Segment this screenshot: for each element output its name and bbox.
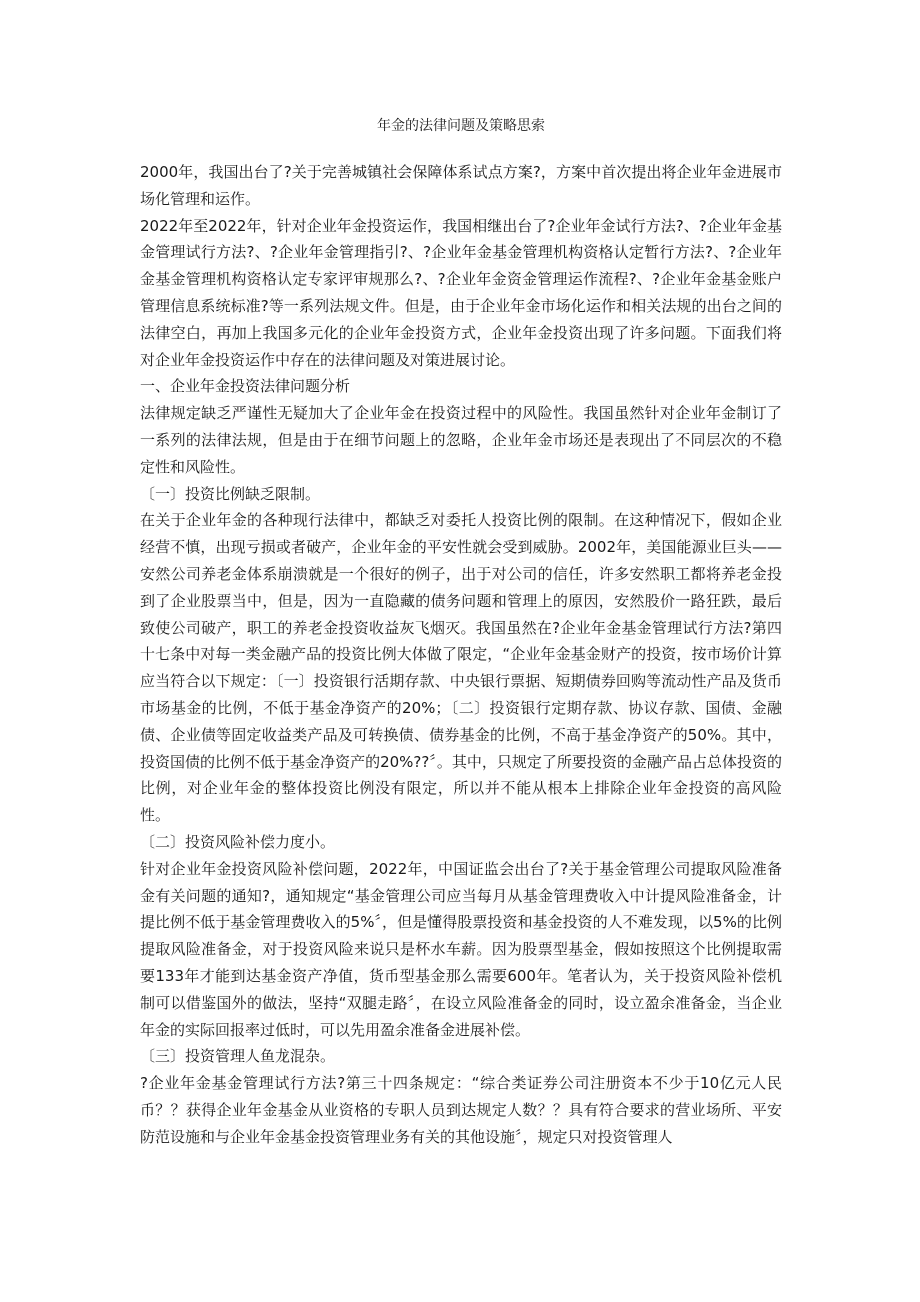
document-page	[140, 0, 782, 1150]
paragraph-compensation: 针对企业年金投资风险补偿问题，2022年，中国证监会出台了?关于基金管理公司提取风险准备金有关问题的通知?，通知规定“基金管理公司应当每月从基金管理费收入中计提风险准备金，计提比例不低于基金管理费收入的5%〞，但是懂得股票投资和基金投资的人不难发现，以5%的比例提取风险准备金，对于投资风险来说只是杯水车薪。因为股票型基金，假如按照这个比例提取需要133年才能到达基金资产净值，货币型基金那么需要600年。笔者认为，关于投资风险补偿机制可以借鉴国外的做法，坚持“双腿走路〞，在设立风险准备金的同时，设立盈余准备金，当企业年金的实际回报率过低时，可以先用盈余准备金进展补偿。	[140, 859, 782, 1039]
paragraph-ratio: 在关于企业年金的各种现行法律中，都缺乏对委托人投资比例的限制。在这种情况下，假如企业经营不慎，出现亏损或者破产，企业年金的平安性就会受到威胁。2002年，美国能源业巨头——安然公司养老金体系崩溃就是一个很好的例子，出于对公司的信任，许多安然职工都将养老金投到了企业股票当中，但是，因为一直隐藏的债务问题和管理上的原因，安然股价一路狂跌，最后致使公司破产，职工的养老金投资收益灰飞烟灭。我国虽然在?企业年金基金管理试行方法?第四十七条中对每一类金融产品的投资比例大体做了限定，“企业年金基金财产的投资，按市场价计算应当符合以下规定：〔一〕投资银行活期存款、中央银行票据、短期债券回购等流动性产品及货币市场基金的比例，不低于基金净资产的20%；〔二〕投资银行定期存款、协议存款、国债、金融债、企业债等固定收益类产品及可转换债、债券基金的比例，不高于基金净资产的50%。其中，投资国债的比例不低于基金净资产的20%??〞。其中，只规定了所要投资的金融产品占总体投资的比例，对企业年金的整体投资比例没有限定，所以并不能从根本上排除企业年金投资的高风险性。	[140, 511, 782, 825]
paragraph-regulations: 2022年至2022年，针对企业年金投资运作，我国相继出台了?企业年金试行方法?、?企业年金基金管理试行方法?、?企业年金管理指引?、?企业年金基金管理机构资格认定暂行方法?、?企业年金基金管理机构资格认定专家评审规那么?、?企业年金资金管理运作流程?、?企业年金基金账户管理信息系统标准?等一系列法规文件。但是，由于企业年金市场化运作和相关法规的出台之间的法律空白，再加上我国多元化的企业年金投资方式，企业年金投资出现了许多问题。下面我们将对企业年金投资运作中存在的法律问题及对策进展讨论。	[140, 216, 782, 369]
document-body	[140, 159, 782, 1150]
paragraph-intro: 2000年，我国出台了?关于完善城镇社会保障体系试点方案?，方案中首次提出将企业年金进展市场化管理和运作。	[140, 163, 782, 208]
subheading-compensation: 〔二〕投资风险补偿力度小。	[140, 832, 336, 851]
subheading-ratio: 〔一〕投资比例缺乏限制。	[140, 484, 321, 503]
section-heading-analysis: 一、企业年金投资法律问题分析	[140, 377, 351, 396]
paragraph-managers: ?企业年金基金管理试行方法?第三十四条规定：“综合类证券公司注册资本不少于10亿元人民币？？获得企业年金基金从业资格的专职人员到达规定人数？？具有符合要求的营业场所、平安防范设施和与企业年金基金投资管理业务有关的其他设施〞，规定只对投资管理人	[140, 1074, 782, 1146]
subheading-managers: 〔三〕投资管理人鱼龙混杂。	[140, 1047, 336, 1066]
paragraph-analysis: 法律规定缺乏严谨性无疑加大了企业年金在投资过程中的风险性。我国虽然针对企业年金制订了一系列的法律法规，但是由于在细节问题上的忽略，企业年金市场还是表现出了不同层次的不稳定性和风险性。	[140, 404, 782, 476]
page-title: 年金的法律问题及策略思索	[377, 118, 545, 134]
